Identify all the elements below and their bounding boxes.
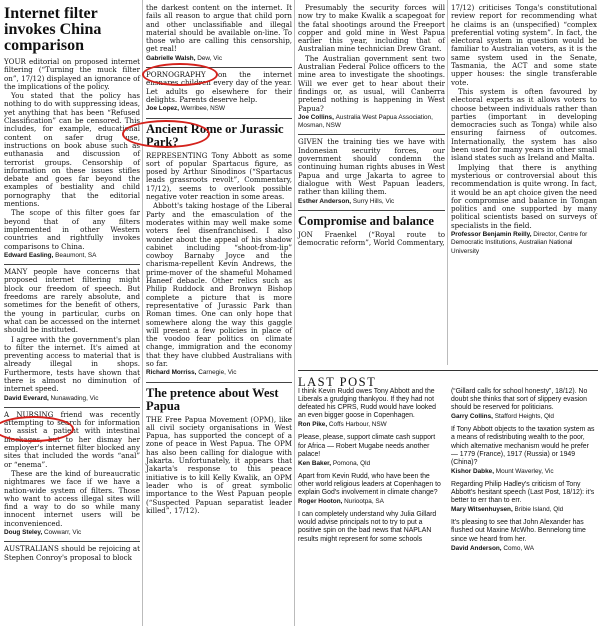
divider: [4, 264, 140, 265]
letter-paragraph: This system is often favoured by electoral experts as it allows voters to choose between individuals rather than parties (important in developing democracies such as Tonga) while also ensuring fairness of outcomes. Internationally, the system has also been used for many years in other small island states such as Ireland and Malta.: [451, 86, 597, 163]
signature-role: Australia West Papua Association, Mosman, NSW: [298, 113, 433, 130]
signature-name: Esther Anderson,: [298, 197, 352, 205]
letter-paragraph: These are the kind of bureaucratic nightmares we face if we have a nation-wide system of filters. Those who want to access illegal sites will find a way to do so while many innocent internet users will be inconvenienced.: [4, 468, 140, 528]
signature-name: Doug Steley,: [4, 529, 43, 537]
last-post-section: [298, 370, 598, 552]
signature-location: Coffs Harbour, NSW: [328, 421, 387, 429]
signature-name: Ron Pike,: [298, 421, 328, 429]
last-post-column-right: [451, 388, 597, 558]
signature-location: Mount Waverley, Vic: [495, 467, 554, 475]
annotation-circle-walsh: [142, 63, 218, 86]
last-post-item: If Tony Abbott objects to the taxation system as a means of redistributing wealth to the poor, which alternative mechanism would he prefer — 1779 (France), 1917 (Russia) or 1949 (China)?: [451, 426, 595, 466]
signature-name: Gabrielle Walsh,: [146, 54, 196, 62]
last-post-item: I can completely understand why Julia Gillard would advise principals not to try to put a positive spin on the bad news that NAPLAN results might represent for some schools: [298, 511, 437, 543]
letter-paragraph: JON Fraenkel (“Royal route to democratic reform”, World Commentary,: [298, 229, 445, 248]
divider: [4, 541, 140, 542]
signature-name: Edward Easling,: [4, 251, 54, 259]
last-post-signature: [451, 506, 597, 514]
letter-paragraph: THE Free Papua Movement (OPM), like all civil society organisations in West Papua, has supported the concept of a zone of peace in West Papua. The OPM has also been calling for dialogue with Jakarta. Unfortunately, it appears that Jakarta's response to this peace initiative is to kill Kelly Kwalik, an OPM leader who is of great symbolic importance to the West Papuan people (“Suspected Papuan separatist leader killed”, 17/12).: [146, 414, 292, 515]
divider: [298, 210, 445, 211]
last-post-column-left: [298, 388, 444, 545]
signature-walsh: [146, 55, 292, 63]
signature-name: Kishor Dabke,: [451, 467, 494, 475]
last-post-title: LAST POST: [298, 375, 377, 389]
letter-paragraph: the darkest content on the internet. It fails all reason to argue that child porn and other unclassifiable and illegal material should be available on-line. To those who are calling this censorship, get real!: [146, 3, 292, 54]
signature-collins: [298, 114, 445, 131]
last-post-item: Apart from Kevin Rudd, who have been the other world religious leaders at Copenhagen to explain God's involvement in climate change?: [298, 472, 441, 497]
letter-paragraph: The scope of this filter goes far beyond that of any filters implemented in other Western countries and rightfully invokes comparisons to China.: [4, 208, 140, 251]
last-post-signature: [298, 421, 444, 429]
signature-location: Beaumont, SA: [55, 251, 97, 259]
column-3: [298, 4, 445, 248]
last-post-signature: [298, 460, 444, 468]
column-separator: [447, 0, 448, 365]
column-separator: [294, 0, 295, 626]
last-post-item: (“Gillard calls for school honesty”, 18/12). No doubt she thinks that sort of slippery evasion should be reserved for politicians.: [451, 388, 588, 412]
last-post-item: Please, please, support climate cash support for Africa — Robert Mugabe needs another palace!: [298, 434, 436, 458]
column-4: [451, 4, 597, 260]
signature-steley: [4, 529, 140, 537]
signature-location: Cowwarr, Vic: [44, 529, 82, 537]
signature-name: Joe Lopez,: [146, 105, 180, 113]
headline-internet-filter: Internet filter invokes China comparison: [4, 5, 102, 54]
signature-location: Nunawading, Vic: [50, 394, 99, 402]
letter-paragraph: MANY people have concerns that proposed internet filtering might block our freedom of speech. But freedoms are rarely absolute, and sometimes for the benefit of others, the young in particular, curbs on what can be accessed on the internet should be instituted.: [4, 267, 140, 335]
divider: [146, 382, 292, 383]
signature-name: David Everard,: [4, 394, 49, 402]
letter-paragraph: A NURSING friend was recently attempting to search for information to assist a patient with intestinal blockages, but to her dismay her employer's internet filter blocked any sites that included the words “anal” or “enema”.: [4, 409, 140, 469]
signature-name: Ken Baker,: [298, 459, 332, 467]
signature-location: Pomona, Qld: [332, 459, 371, 467]
signature-name: Professor Benjamin Reilly,: [451, 231, 532, 239]
divider: [298, 134, 445, 135]
signature-anderson: [298, 198, 445, 206]
letter-paragraph: PORNOGRAPHY on the internet ensnares children every day of the year. Let adults go elsewhere for their delights. Parents deserve help.: [146, 70, 292, 104]
subhead-ancient-rome: Ancient Rome or Jurassic Park?: [146, 121, 284, 149]
letter-paragraph: 17/12) criticises Tonga's constitutional review report for recommending what he claims is an (unspecified) “complex preferential voting system”. In fact, the electoral system in question would be familiar to Australian voters, as it is the same system used in the Senate, Tasmania, the ACT and some state upper houses: the single transferable vote.: [451, 3, 597, 87]
letter-paragraph: I agree with the government's plan to filter the internet. It's aimed at preventing access to material that is already illegal in shops. Furthermore, tests have shown that there is almost no diminution of internet speed.: [4, 334, 140, 394]
last-post-item: I think Kevin Rudd owes Tony Abbott and the Liberals a grudging thankyou. If they had not defeated his CPRS, Rudd would have looked an even bigger goose in Copenhagen.: [298, 388, 436, 420]
signature-name: Mary Witsenhuysen,: [451, 506, 513, 514]
letter-paragraph: Abbott's taking hostage of the Liberal Party and the emasculation of the moderates within may well make some voters feel disenfranchised. I also wonder about the appeal of his shadow cabinet including “shoot-from-lip” cowboy Barnaby Joyce and the charisma-repellent Kevin Andrews, the prime-mover of the shameful Mohamed Haneef debacle. Other relics such as Philip Ruddock and Bronwyn Bishop complete a picture that is more representative of Jurassic Park than Roman times. One can only hope that somewhere along the way this gaggle will present a few policies in place of the voodoo fear politics on climate change, immigration and the economy that they have clubbed Australians with so far.: [146, 201, 292, 368]
letter-paragraph: REPRESENTING Tony Abbott as some sort of popular Spartacus figure, as posed by Arthur Sinodinos (“Spartacus leads grassroots revolt”, Commentary, 17/12), seems to overlook possible negative voter reaction in some areas.: [146, 150, 292, 202]
signature-location: Carnegie, Vic: [198, 369, 237, 377]
signature-reilly: [451, 231, 597, 256]
column-separator: [142, 0, 143, 626]
last-post-item: It's pleasing to see that John Alexander has flushed out Maxine McWho. Bennelong time since we heard from her.: [451, 519, 586, 543]
divider: [4, 407, 140, 408]
letter-paragraph: GIVEN the training ties we have with Indonesian security forces, our government should condemn the continuing human rights abuses in West Papua and urge Jakarta to agree to dialogue with West Papuan leaders, rather than killing them.: [298, 137, 445, 197]
signature-location: Dew, Vic: [197, 54, 223, 62]
column-1: [4, 4, 140, 563]
last-post-signature: [451, 413, 597, 421]
letter-paragraph: Implying that there is anything mysterious or controversial about this recommendation is quite wrong. In fact, it would be an apt choice given the need for compromise and balance in Tongan politics and one supported by many political scientists based on surveys of specialists in the field.: [451, 162, 597, 230]
signature-name: Roger Hooton,: [298, 498, 343, 506]
subhead-west-papua: The pretence about West Papua: [146, 385, 279, 413]
signature-location: Bribie Island, Qld: [514, 506, 564, 514]
signature-name: Richard Morriss,: [146, 369, 197, 377]
divider: [146, 118, 292, 119]
signature-lopez: [146, 105, 292, 113]
last-post-item: Regarding Philip Hadley's criticism of Tony Abbott's hesitant speech (Last Post, 18/12): it's better to err than to err.: [451, 480, 595, 505]
signature-morriss: [146, 369, 292, 377]
signature-location: Stafford Heights, Qld: [494, 413, 554, 421]
signature-name: Garry Collins,: [451, 413, 493, 421]
signature-easling: [4, 252, 140, 260]
signature-location: Como, WA: [503, 544, 534, 552]
signature-location: Nuriootpa, SA: [344, 498, 384, 506]
last-post-rule: [298, 370, 598, 371]
subhead-compromise: Compromise and balance: [298, 213, 434, 228]
signature-location: Werribee, NSW: [180, 105, 226, 113]
last-post-signature: [451, 468, 597, 476]
signature-everard: [4, 395, 140, 403]
last-post-signature: [451, 545, 597, 553]
letter-paragraph: YOUR editorial on proposed internet filtering (“Turning the muck filter on”, 17/12) displayed an ignorance of the implications of the policy.: [4, 57, 140, 91]
signature-name: Joe Collins,: [298, 113, 334, 121]
annotation-circle-lopez: [122, 120, 210, 148]
signature-name: David Anderson,: [451, 544, 502, 552]
letter-paragraph: AUSTRALIANS should be rejoicing at Stephen Conroy's proposal to block: [4, 544, 140, 562]
signature-location: Surry Hills, Vic: [352, 197, 395, 205]
signature-role: Director, Centre for Democratic Institutions, Australian National University: [451, 231, 588, 255]
letter-paragraph: You stated that the policy has nothing to do with suppressing ideas, yet anything that has been “Refused Classification” can be censored. This includes, for example, educational content on safer drug use, instructions on book abuse such as euthanasia and discussion of terrorist groups. Censorship of information on these issues stifles debate and goes far beyond the examples of bestiality and child pornography that the editorial mentions.: [4, 91, 140, 209]
letter-paragraph: The Australian government sent two Australian Federal Police officers to the mine area to investigate the shootings. Will we ever get to hear about their findings or, as usual, will Canberra pretend nothing is happening in West Papua?: [298, 53, 445, 113]
letter-paragraph: Presumably the security forces will now try to make Kwalik a scapegoat for the fatal shootings around the Freeport copper and gold mine in West Papua earlier this year, including that of Australian mine technician Drew Grant.: [298, 3, 445, 54]
last-post-signature: [298, 498, 444, 506]
